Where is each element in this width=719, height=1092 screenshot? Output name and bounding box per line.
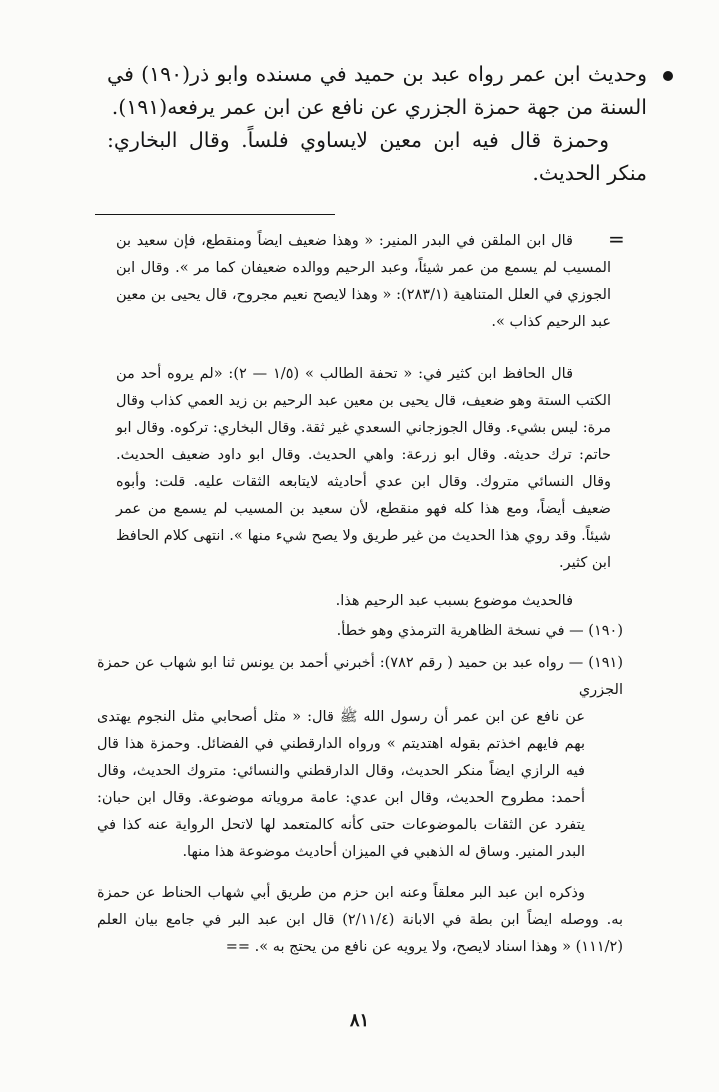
footnote-continuation-mark: =	[608, 227, 625, 251]
footnote-191-head: (١٩١) — رواه عبد بن حميد ( رقم ٧٨٢): أخبرني أحمد بن يونس ثنا ابو شهاب عن حمزة الجزري	[97, 655, 623, 698]
footnote-note-4	[97, 880, 623, 961]
bullet-icon	[663, 71, 673, 81]
footnote-separator	[95, 214, 335, 215]
footnote-190	[97, 618, 623, 645]
page-number: ٨١	[349, 1010, 370, 1031]
main-paragraph-1-text: وحديث ابن عمر رواه عبد بن حميد في مسنده وابو ذر(١٩٠) في السنة من جهة حمزة الجزري عن نافع عن ابن عمر يرفعه(١٩١).	[107, 62, 648, 119]
footnote-note-2-text: قال الحافظ ابن كثير في: « تحفة الطالب » (١/٥ — ٢): «لم يروه أحد من الكتب الستة وهو ضعيف، قال يحيى بن معين عبد الرحيم بن زيد العمي كذاب وقال مرة: ليس بشيء. وقال الجوزجاني السعدي غير ثقة. وقال البخاري: تركوه. وقال ابو حاتم: ترك حديثه. وقال ابو زرعة: واهي الحديث. وقال ابو داود ضعيف الحديث. وقال النسائي متروك. وقال ابن عدي أحاديثه لايتابعه الثقات عليه. قلت: وأبوه ضعيف أيضاً، ومع هذا كله فهو منقطع، لأن سعيد بن المسيب لم يسمع من عمر شيئاً. وقد روي هذا الحديث من غير طريق ولا يصح شيء منها ». انتهى كلام الحافظ ابن كثير.	[116, 366, 611, 571]
main-paragraph-1	[107, 58, 647, 124]
footnote-note-3	[116, 588, 611, 615]
footnote-190-text: (١٩٠) — في نسخة الظاهرية الترمذي وهو خطأ.	[336, 623, 623, 639]
footnote-191	[97, 650, 623, 866]
footnote-note-4-text: وذكره ابن عبد البر معلقاً وعنه ابن حزم من طريق أبي شهاب الحناط عن حمزة به. ووصله ايضاً ابن بطة في الابانة (٢/١١/٤) قال ابن عبد البر في جامع بيان العلم (١١١/٢) « وهذا اسناد لايصح، ولا يرويه عن نافع من يحتج به ». ==	[97, 885, 624, 955]
footnote-note-3-text: فالحديث موضوع بسبب عبد الرحيم هذا.	[335, 593, 573, 609]
footnote-191-body: عن نافع عن ابن عمر أن رسول الله ﷺ قال: « مثل أصحابي مثل النجوم يهتدى بهم فايهم اخذتم بقوله اهتديتم » ورواه الدارقطني في الفضائل. وحمزة هذا قال فيه الرازي ايضاً منكر الحديث، وقال الدارقطني والنسائي: متروك الحديث، وقال أحمد: مطروح الحديث، وقال ابن عدي: عامة مروياته موضوعة. وقال ابن حبان: يتفرد عن الثقات بالموضوعات حتى كأنه كالمتعمد لها لاتحل الرواية عنه كذا في البدر المنير. وساق له الذهبي في الميزان أحاديث موضوعة هذا منها.	[97, 709, 585, 860]
main-paragraph-2: وحمزة قال فيه ابن معين لايساوي فلساً. وقال البخاري: منكر الحديث.	[107, 128, 647, 185]
footnote-note-2	[116, 361, 611, 577]
footnote-note-1-text: قال ابن الملقن في البدر المنير: « وهذا ضعيف ايضاً ومنقطع، فإن سعيد بن المسيب لم يسمع من عمر شيئاً، وعبد الرحيم ووالده ضعيفان كما مر ». وقال ابن الجوزي في العلل المتناهية (٢٨٣/١): « وهذا لايصح نعيم مجروح، قال يحيى بن معين عبد الرحيم كذاب ».	[116, 233, 611, 330]
footnote-note-1	[116, 228, 611, 336]
main-text	[107, 58, 647, 190]
